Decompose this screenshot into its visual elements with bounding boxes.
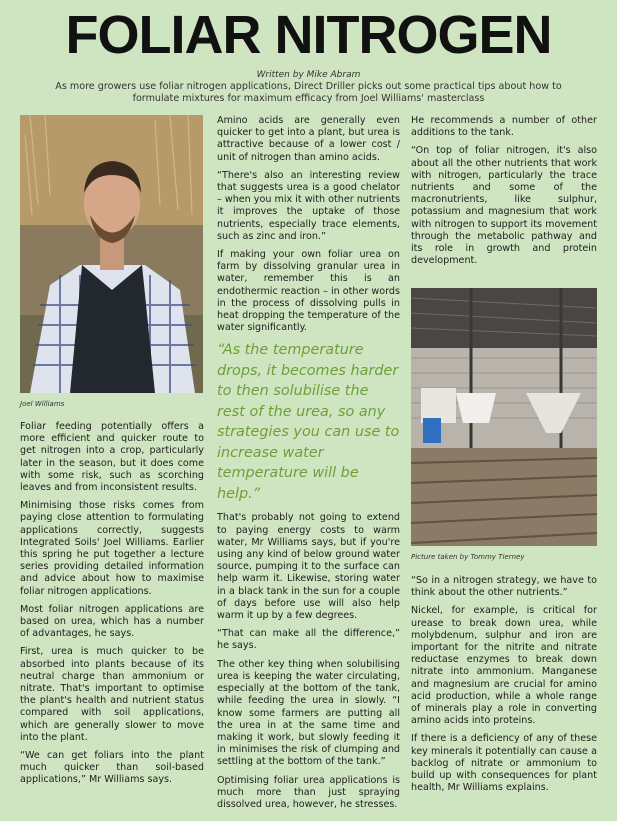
paragraph: Optimising foliar urea applications is much more than just spraying dissolved urea, however, he stresses. (217, 774, 400, 810)
byline: Written by Mike Abram (256, 70, 361, 80)
column-1 (20, 421, 204, 793)
column-3-lower (411, 575, 597, 800)
paragraph: “That can make all the difference,” he says. (217, 628, 400, 652)
paragraph: If making your own foliar urea on farm by dissolving granular urea in water, remember this is an endothermic reaction – in other words in the process of dissolving pulls in heat dropping the temperature of the water significantly. (217, 249, 400, 334)
shed-caption: Picture taken by Tommy Tierney (411, 553, 525, 561)
paragraph: Most foliar nitrogen applications are based on urea, which has a number of advantages, he says. (20, 603, 204, 640)
paragraph: “There's also an interesting review that suggests urea is a good chelator – when you mix it with other nutrients it improves the uptake of those nutrients, especially trace elements, such as zinc and iron.” (217, 169, 400, 242)
paragraph: “So in a nitrogen strategy, we have to think about the other nutrients.” (411, 575, 597, 599)
column-2 (217, 115, 400, 817)
paragraph: If there is a deficiency of any of these key minerals it potentially can cause a backlog of nitrate or ammonium to build up with consequences for plant health, Mr Williams explains. (411, 733, 597, 794)
portrait-caption: Joel Williams (20, 400, 65, 408)
paragraph: Foliar feeding potentially offers a more efficient and quicker route to get nitrogen into a crop, particularly later in the season, but it does come with some risk, such as scorching leaves and from inconsistent results. (20, 421, 204, 494)
paragraph: Amino acids are generally even quicker to get into a plant, but urea is attractive because of a lower cost / unit of nitrogen than amino acids. (217, 115, 400, 163)
paragraph: “We can get foliars into the plant much quicker than soil-based applications,” Mr Williams says. (20, 750, 204, 786)
paragraph: That's probably not going to extend to paying energy costs to warm water, Mr Williams says, but if you're using any kind of below ground water source, pumping it to the surface can help warm it. Likewise, storing water in a black tank in the sun for a couple of days before use will also help warm it up by a few degrees. (217, 512, 400, 622)
column-3 (411, 115, 597, 273)
paragraph: The other key thing when solubilising urea is keeping the water circulating, especially at the bottom of the tank, while feeding the urea in slowly. “I know some farmers are putting all the urea in at the same time and making it work, but slowly feeding it in minimises the risk of clumping and settling at the bottom of the tank.” (217, 658, 400, 768)
paragraph: He recommends a number of other additions to the tank. (411, 115, 597, 139)
paragraph: Minimising those risks comes from paying close attention to formulating applications correctly, suggests Integrated Soils' Joel Williams. Earlier this spring he put together a lecture series providing detailed information and advice about how to maximise foliar nitrogen applications. (20, 500, 204, 597)
paragraph: First, urea is much quicker to be absorbed into plants because of its neutral charge than ammonium or nitrate. That's important to optimise the plant's health and nutrient status compared with soil applications, which are generally slower to move into the plant. (20, 646, 204, 743)
portrait-photo (20, 115, 203, 393)
article-title: FOLIAR NITROGEN (65, 5, 552, 65)
paragraph: “On top of foliar nitrogen, it's also about all the other nutrients that work with nitrogen, particularly the trace nutrients and some of the macronutrients, like sulphur, potassium and magnesium that work with nitrogen to support its movement through the metabolic pathway and its role in growth and protein development. (411, 145, 597, 267)
pull-quote: “As the temperature drops, it becomes harder to then solubilise the rest of the urea, so any strategies you can use to increase water temperature will be help.” (217, 342, 400, 502)
paragraph: Nickel, for example, is critical for urease to break down urea, while molybdenum, sulphur and iron are important for the nitrite and nitrate reductase enzymes to break down nitrate into ammonium. Manganese and magnesium are crucial for amino acid production, while a whole range of minerals play a role in converting amino acids into proteins. (411, 605, 597, 727)
shed-photo (411, 288, 597, 546)
standfirst: As more growers use foliar nitrogen applications, Direct Driller picks out some practical tips about how to formulate mixtures for maximum efficacy from Joel Williams' masterclass (55, 81, 562, 104)
